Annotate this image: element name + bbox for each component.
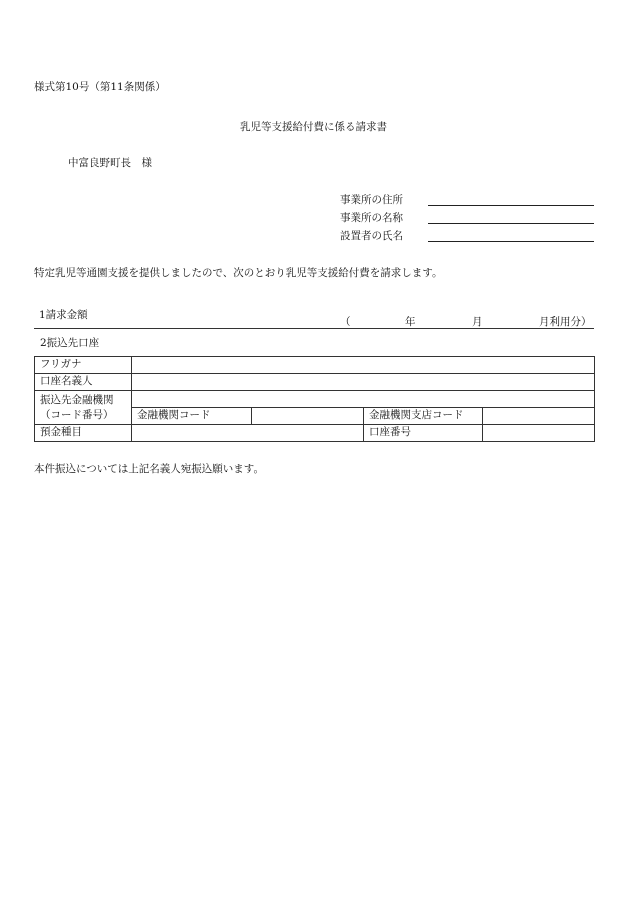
bank-account-table	[34, 356, 595, 442]
addressee: 中富良野町長 様	[68, 157, 152, 169]
form-number: 様式第10号（第11条関係）	[34, 81, 166, 93]
representative-line[interactable]	[428, 241, 594, 242]
table-row	[35, 425, 595, 442]
furigana-label: フリガナ	[35, 357, 132, 374]
bank-section-label: 2振込先口座	[40, 337, 100, 349]
document-title: 乳児等支援給付費に係る請求書	[240, 121, 387, 133]
intro-text: 特定乳児等通園支援を提供しましたので、次のとおり乳児等支援給付費を請求します。	[34, 267, 443, 279]
representative-label: 設置者の氏名	[340, 230, 403, 242]
bank-code-label: 金融機関コード	[132, 408, 252, 425]
bank-code-field[interactable]	[252, 408, 364, 425]
bank-label-line2: （コード番号）	[40, 408, 114, 421]
branch-code-field[interactable]	[483, 408, 595, 425]
closing-text: 本件振込については上記名義人宛振込願います。	[34, 463, 264, 475]
branch-code-label: 金融機関支店コード	[364, 408, 483, 425]
account-type-label: 預金種目	[35, 425, 132, 442]
account-number-field[interactable]	[483, 425, 595, 442]
account-number-label: 口座番号	[364, 425, 483, 442]
business-name-label: 事業所の名称	[340, 212, 403, 224]
account-holder-field[interactable]	[132, 374, 595, 391]
address-label: 事業所の住所	[340, 194, 403, 206]
claim-amount-label: 1請求金額	[39, 309, 88, 321]
bank-label	[35, 391, 132, 425]
business-name-line[interactable]	[428, 223, 594, 224]
account-type-field[interactable]	[132, 425, 364, 442]
bank-label-line1: 振込先金融機関	[40, 394, 114, 407]
bank-name-field[interactable]	[132, 391, 595, 408]
table-row	[35, 374, 595, 391]
claim-amount-row	[34, 309, 594, 329]
table-row	[35, 357, 595, 374]
claim-paren-open: （	[340, 316, 351, 328]
claim-month-label[interactable]: 月	[472, 316, 483, 328]
table-row	[35, 391, 595, 408]
claim-usage-month-label[interactable]: 月利用分）	[539, 316, 592, 328]
furigana-field[interactable]	[132, 357, 595, 374]
address-line[interactable]	[428, 205, 594, 206]
account-holder-label: 口座名義人	[35, 374, 132, 391]
claim-year-label[interactable]: 年	[405, 316, 416, 328]
